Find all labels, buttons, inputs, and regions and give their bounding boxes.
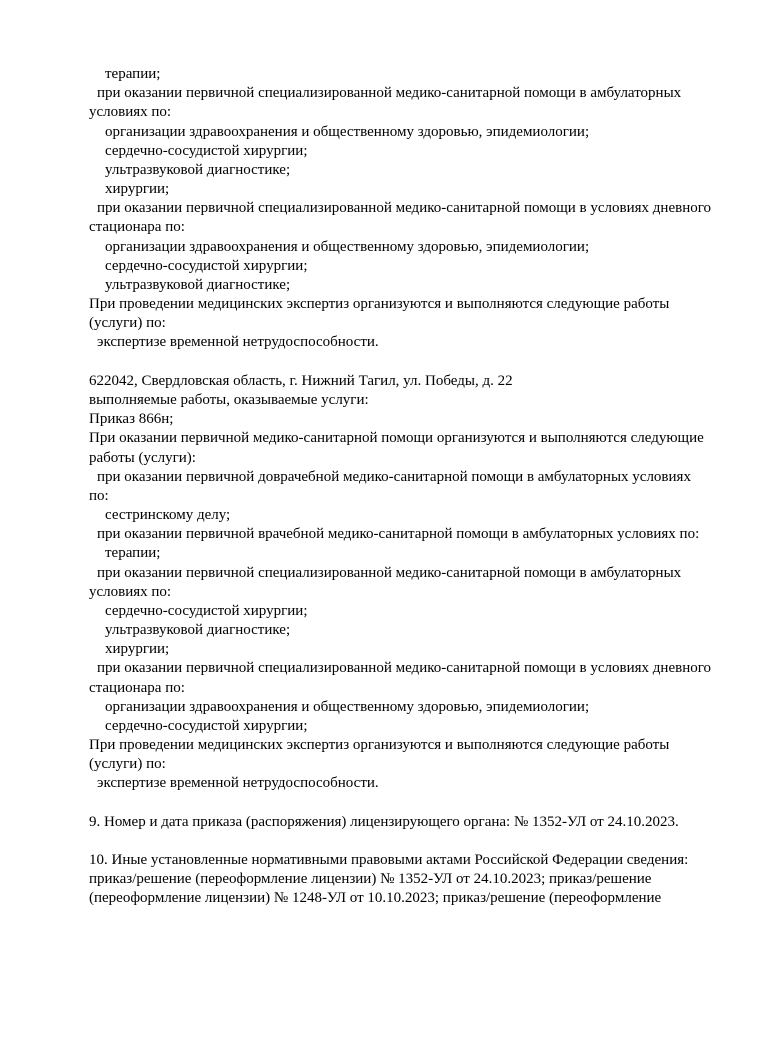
- text-line: стационара по:: [89, 680, 185, 696]
- text-line: условиях по:: [89, 104, 172, 120]
- text-line: организации здравоохранения и общественному здоровью, эпидемиологии;: [105, 124, 590, 140]
- text-line: по:: [89, 488, 109, 504]
- text-line: приказ/решение (переоформление лицензии) № 1352-УЛ от 24.10.2023; приказ/решение: [89, 871, 652, 887]
- text-line: терапии;: [105, 545, 161, 561]
- text-line: при оказании первичной специализированной медико-санитарной помощи в условиях дневного: [97, 200, 711, 216]
- text-line: работы (услуги):: [89, 450, 196, 466]
- text-line: сердечно-сосудистой хирургии;: [105, 718, 308, 734]
- text-line: (переоформление лицензии) № 1248-УЛ от 10.10.2023; приказ/решение (переоформление: [89, 890, 662, 906]
- text-line: выполняемые работы, оказываемые услуги:: [89, 392, 369, 408]
- text-line: ультразвуковой диагностике;: [105, 622, 291, 638]
- address-line: 622042, Свердловская область, г. Нижний Тагил, ул. Победы, д. 22: [89, 373, 513, 389]
- text-line: экспертизе временной нетрудоспособности.: [97, 334, 379, 350]
- text-line: при оказании первичной специализированной медико-санитарной помощи в условиях дневного: [97, 660, 711, 676]
- text-line: Приказ 866н;: [89, 411, 174, 427]
- text-line: При оказании первичной медико-санитарной помощи организуются и выполняются следующие: [89, 430, 704, 446]
- text-line: организации здравоохранения и общественному здоровью, эпидемиологии;: [105, 699, 590, 715]
- text-line: условиях по:: [89, 584, 172, 600]
- text-line: при оказании первичной врачебной медико-санитарной помощи в амбулаторных условиях по:: [97, 526, 700, 542]
- text-line: при оказании первичной специализированной медико-санитарной помощи в амбулаторных: [97, 565, 682, 581]
- text-line: экспертизе временной нетрудоспособности.: [97, 775, 379, 791]
- text-line: сердечно-сосудистой хирургии;: [105, 258, 308, 274]
- text-line: При проведении медицинских экспертиз организуются и выполняются следующие работы: [89, 737, 670, 753]
- text-line: сердечно-сосудистой хирургии;: [105, 143, 308, 159]
- order-number-line: 9. Номер и дата приказа (распоряжения) лицензирующего органа: № 1352-УЛ от 24.10.2023.: [89, 814, 679, 830]
- text-line: ультразвуковой диагностике;: [105, 162, 291, 178]
- text-line: сердечно-сосудистой хирургии;: [105, 603, 308, 619]
- text-line: При проведении медицинских экспертиз организуются и выполняются следующие работы: [89, 296, 670, 312]
- text-line: 10. Иные установленные нормативными правовыми актами Российской Федерации сведения:: [89, 852, 689, 868]
- text-line: хирургии;: [105, 641, 170, 657]
- text-line: организации здравоохранения и общественному здоровью, эпидемиологии;: [105, 239, 590, 255]
- text-line: сестринскому делу;: [105, 507, 231, 523]
- text-line: стационара по:: [89, 219, 185, 235]
- text-line: терапии;: [105, 66, 161, 82]
- text-line: ультразвуковой диагностике;: [105, 277, 291, 293]
- text-line: хирургии;: [105, 181, 170, 197]
- text-line: при оказании первичной специализированной медико-санитарной помощи в амбулаторных: [97, 85, 682, 101]
- text-line: при оказании первичной доврачебной медико-санитарной помощи в амбулаторных условиях: [97, 469, 691, 485]
- text-line: (услуги) по:: [89, 756, 166, 772]
- text-line: (услуги) по:: [89, 315, 166, 331]
